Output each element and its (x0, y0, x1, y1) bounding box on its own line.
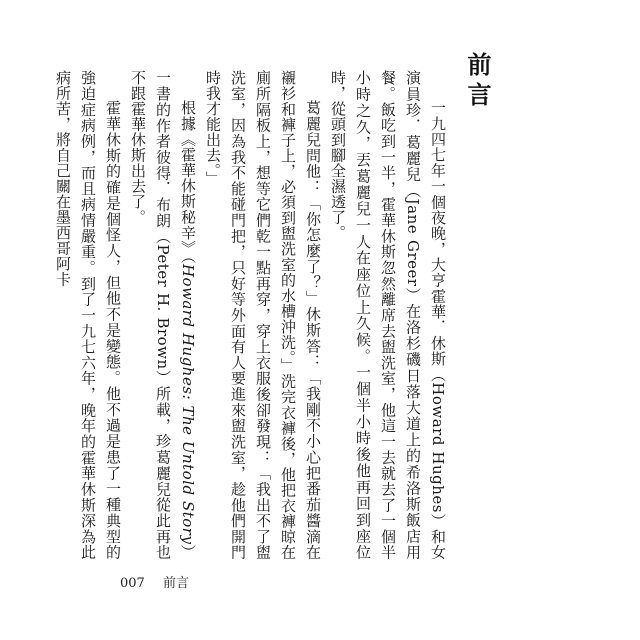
paragraph (125, 70, 200, 560)
paragraph-text: Howard Hughes (429, 382, 447, 513)
book-title-text: Howard Hughes: The Untold Story (179, 263, 197, 545)
paragraph (325, 70, 450, 560)
paragraph-text: Peter H. Brown (154, 244, 172, 370)
page-number: 007 (120, 576, 145, 591)
paragraph-text: 根據《霍華休斯秘辛》（ (179, 100, 197, 264)
paragraph (200, 70, 325, 560)
paragraph-text: Jane Greer (404, 198, 422, 287)
paragraph-text: ）在洛杉磯日落大道上的希洛斯飯店用餐。飯吃到一半，霍華休斯忽然離席去盥洗室，他這一去就去了一個半小時之久，丟葛麗兒一人在座位上久候。一個半小時後他再回到座位時，從頭到腳全濕透了。 (329, 70, 422, 561)
chapter-title: 前言 (463, 52, 491, 112)
running-header-label: 前言 (162, 576, 189, 591)
body-text (50, 70, 450, 560)
page-footer (120, 572, 189, 591)
paragraph-text: 霍華休斯的確是個怪人，但他不是變態。他不過是患了一種典型的強迫症病例，而且病情嚴重。到了一九七六年，晚年的霍華休斯深為此病所苦，將自己關在墨西哥阿卡 (54, 70, 122, 560)
paragraph (50, 70, 125, 560)
paragraph-text: ）一書的作者彼得．布朗（ (154, 70, 197, 561)
paragraph-text: 一九四七年一個夜晚，大亨霍華．休斯（ (429, 100, 447, 383)
paragraph-text: 葛麗兒問他：「你怎麼了？」休斯答：「我剛不小心把番茄醬滴在襯衫和褲子上，必須到盥洗室的水槽沖洗。」洗完衣褲後，他把衣褲晾在廁所隔板上，想等它們乾一點再穿，穿上衣服後卻發現：「我出不了盥洗室，因為我不能碰門把，只好等外面有人要進來盥洗室，趁他們開門時我才能出去。」 (204, 70, 322, 560)
paragraph-text: ）所載，珍葛麗兒從此再也不跟霍華休斯出去了。 (129, 70, 172, 560)
paragraph-text: ）和女演員珍．葛麗兒（ (404, 70, 447, 561)
